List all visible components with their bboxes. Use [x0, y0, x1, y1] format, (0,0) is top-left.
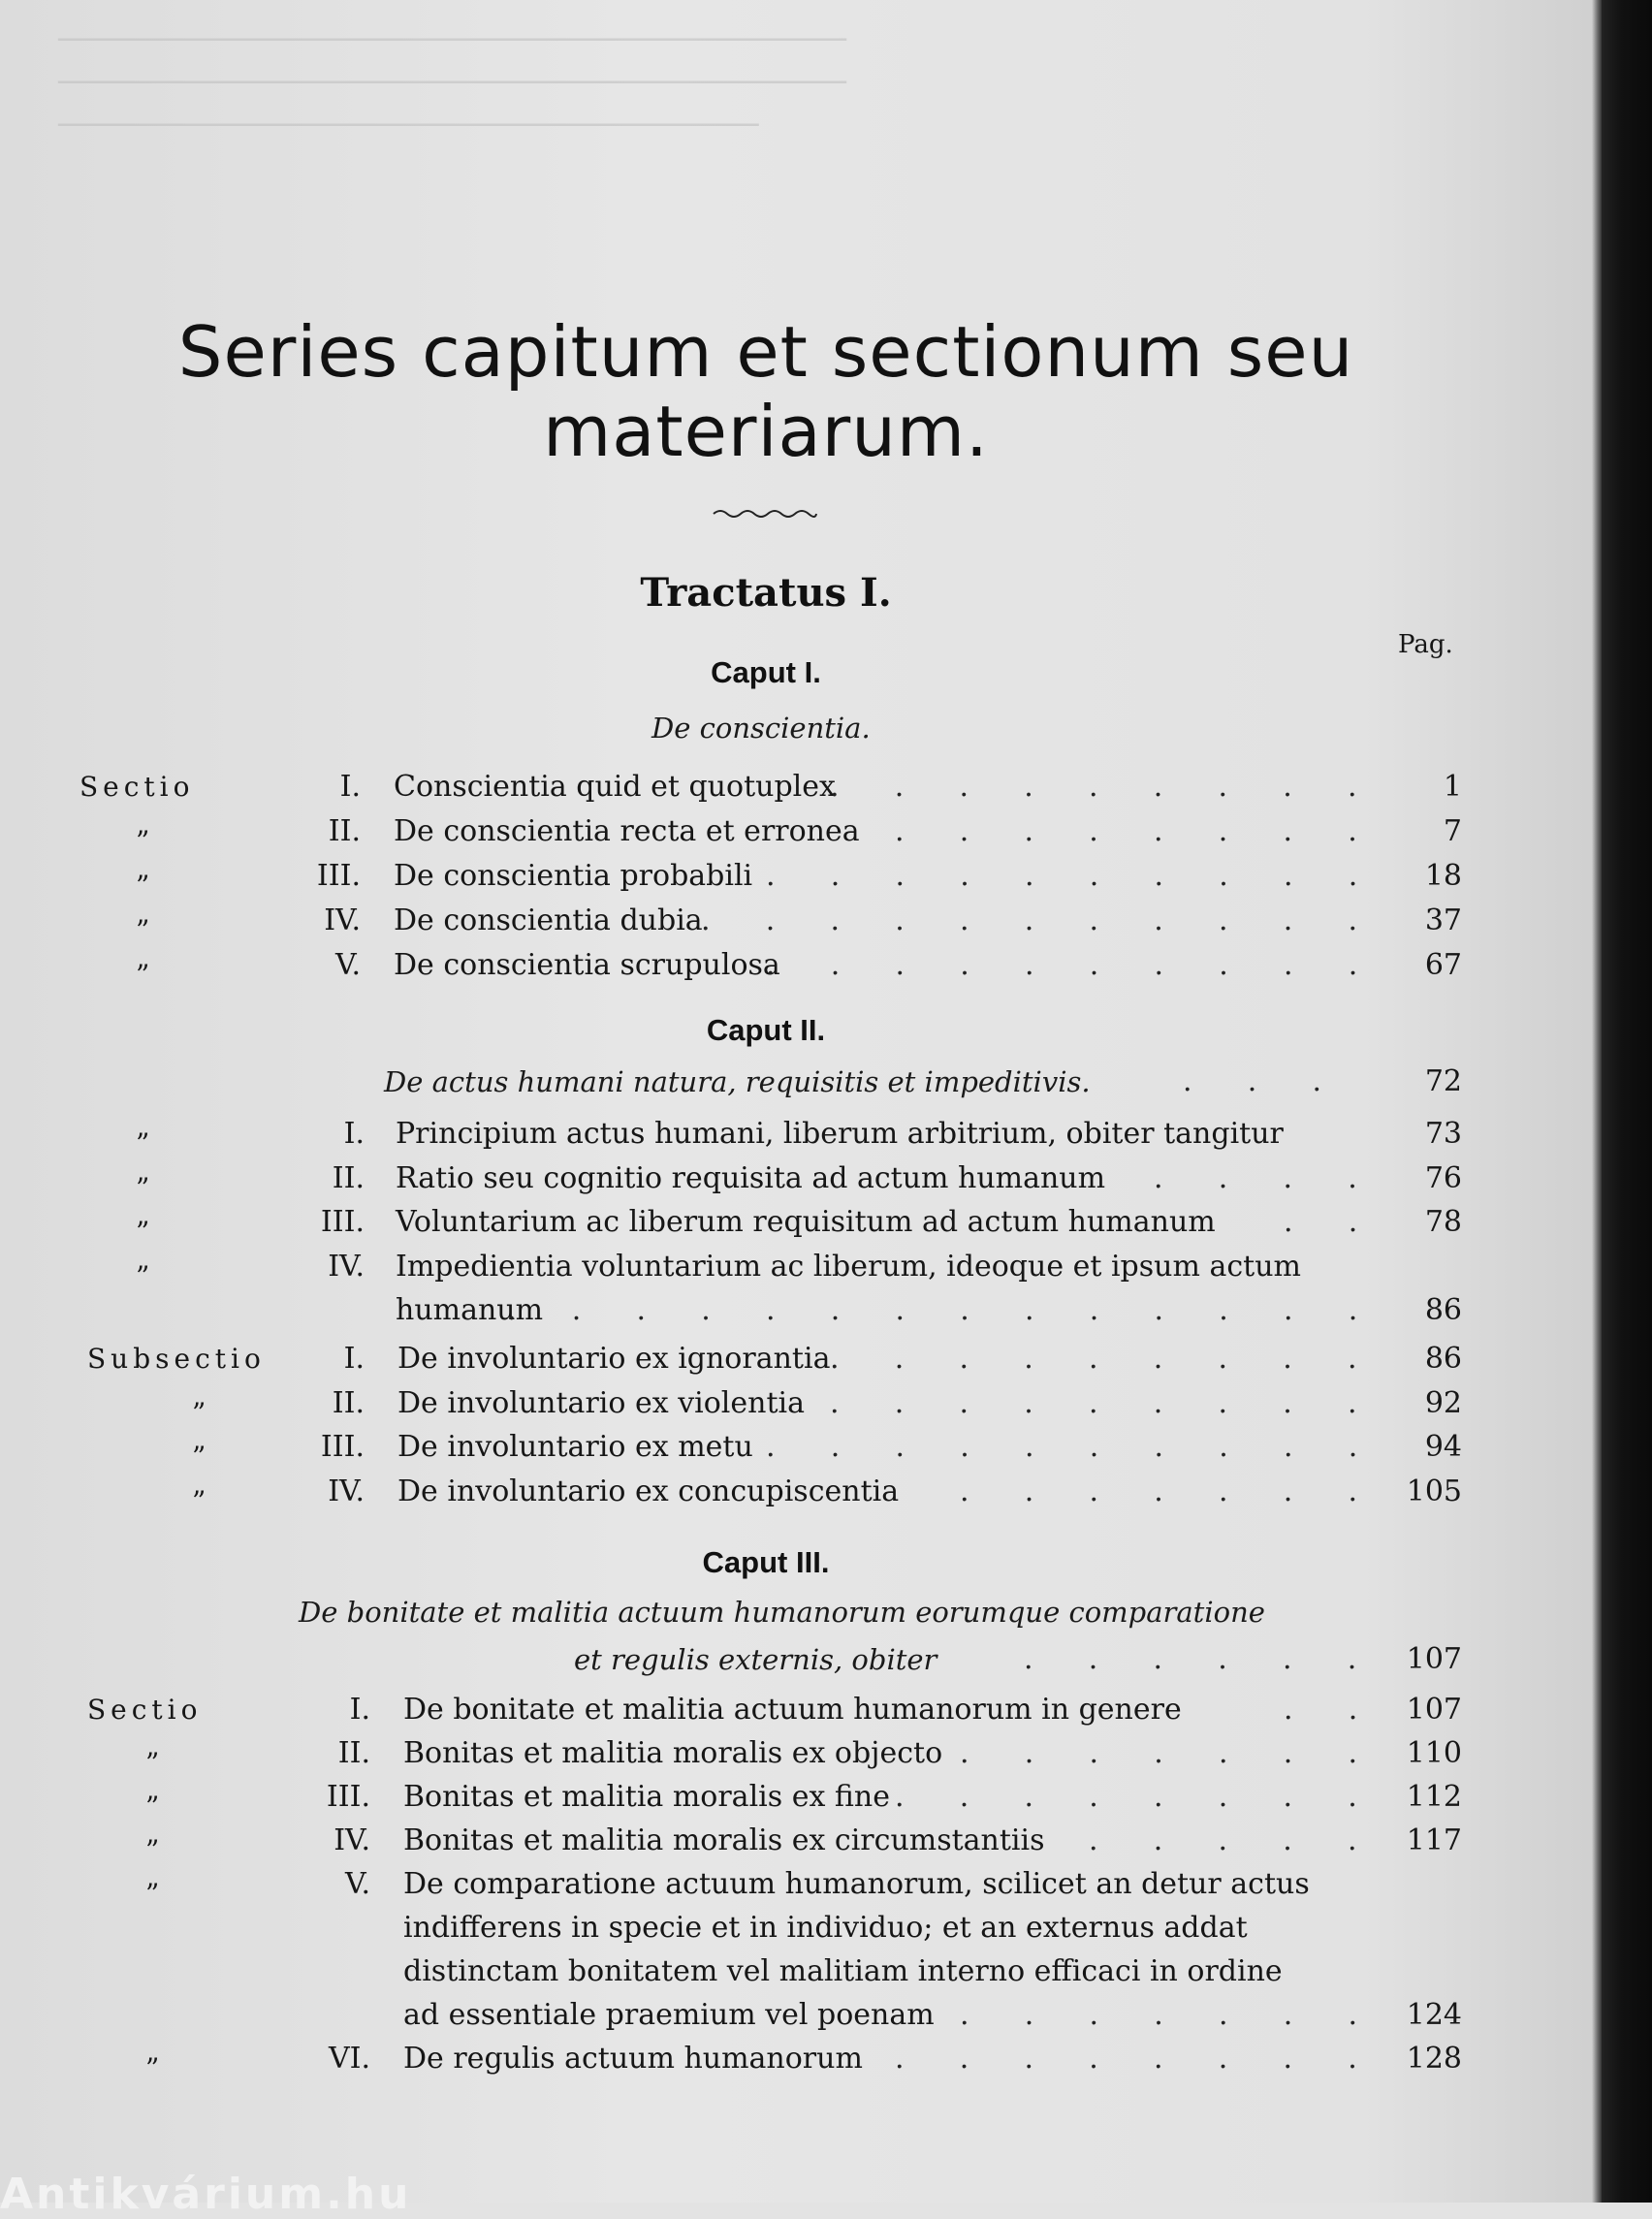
entry-title: humanum — [396, 1293, 544, 1327]
leader-dots: . . . . . . . . — [895, 814, 1357, 848]
roman-numeral: I. — [343, 1117, 365, 1151]
roman-numeral: I. — [349, 1693, 370, 1727]
leader-dots: . . . . . — [1089, 1823, 1357, 1857]
leader-dots: . . . . . . . . . . — [766, 859, 1358, 893]
ditto-mark: ” — [145, 1878, 160, 1910]
caput-3-heading: Caput III. — [702, 1545, 830, 1579]
entry-title: Voluntarium ac liberum requisitum ad actum humanum — [396, 1205, 1216, 1239]
toc-row — [0, 1471, 1551, 1517]
leader-dots: . . . . . . . . — [895, 1780, 1357, 1814]
toc-row — [0, 944, 1551, 991]
page-number: 18 — [1424, 859, 1462, 893]
caput-2-heading: Caput II. — [706, 1013, 826, 1047]
page-number: 7 — [1443, 814, 1462, 848]
roman-numeral: II. — [337, 1736, 370, 1770]
roman-numeral: III. — [320, 1430, 365, 1464]
toc-row — [0, 1863, 1551, 1910]
entry-title: De involuntario ex ignorantia — [397, 1342, 831, 1376]
entry-title: De regulis actuum humanorum — [403, 2042, 863, 2076]
entry-title: De conscientia dubia — [394, 903, 703, 937]
caput-1-subtitle: De conscientia. — [651, 712, 871, 745]
page-number: 94 — [1424, 1430, 1462, 1464]
entry-title: Conscientia quid et quotuplex — [394, 770, 836, 804]
section-label: Subsectio — [87, 1343, 266, 1375]
roman-numeral: IV. — [328, 1249, 365, 1284]
entry-title: De bonitate et malitia actuum humanorum in genere — [403, 1693, 1182, 1727]
page-title-line1: Series capitum et sectionum seu — [177, 311, 1354, 393]
leader-dots: . . . . . . . . . — [830, 770, 1357, 804]
page-number: 1 — [1443, 770, 1462, 804]
toc-row — [0, 1820, 1551, 1866]
entry-title: Bonitas et malitia moralis ex circumstantiis — [403, 1823, 1045, 1857]
toc-row — [0, 1382, 1551, 1429]
toc-row — [0, 1289, 1551, 1332]
page-number: 92 — [1424, 1385, 1462, 1420]
leader-dots: . . . . . . . — [960, 1998, 1358, 2032]
entry-title: De conscientia recta et erronea — [394, 814, 860, 848]
ditto-mark: ” — [145, 2052, 160, 2084]
entry-title: indifferens in specie et in individuo; et an externus addat — [403, 1911, 1248, 1945]
roman-numeral: II. — [328, 814, 361, 848]
toc-row — [0, 1950, 1551, 1993]
toc-row — [0, 766, 1551, 808]
section-label: Sectio — [87, 1694, 203, 1726]
ditto-mark: ” — [192, 1484, 206, 1517]
ditto-mark: ” — [192, 1441, 206, 1473]
ditto-mark: ” — [145, 1834, 160, 1866]
roman-numeral: VI. — [328, 2042, 370, 2076]
leader-dots: . . . . . . . . — [895, 2042, 1357, 2076]
entry-title: ad essentiale praemium vel poenam — [403, 1998, 935, 2032]
entry-title: Principium actus humani, liberum arbitrium, obiter tangitur — [396, 1117, 1284, 1151]
leader-dots: . . — [1284, 1205, 1358, 1239]
toc-row — [0, 1994, 1551, 2037]
watermark: Antikvárium.hu — [0, 2170, 412, 2219]
page-number: 73 — [1424, 1117, 1462, 1151]
ditto-mark: ” — [136, 1127, 150, 1159]
caput-1-heading: Caput I. — [711, 655, 821, 689]
ditto-mark: ” — [192, 1396, 206, 1429]
leader-dots: . . . . . . . . . . — [766, 1430, 1358, 1464]
toc-row — [0, 1201, 1551, 1248]
ditto-mark: ” — [136, 1216, 150, 1248]
bleed-through-text: ───────────────────────────────────────────── ───────────────────────────────────────────── ──────────────────────────────────────── — [58, 23, 846, 143]
page-number: 117 — [1406, 1823, 1462, 1857]
entry-title: Impedientia voluntarium ac liberum, ideoque et ipsum actum — [396, 1249, 1301, 1284]
entry-title: De comparatione actuum humanorum, scilicet an detur actus — [403, 1867, 1310, 1901]
leader-dots: . . . . . . . . . — [830, 1385, 1357, 1420]
page-number: 86 — [1424, 1293, 1462, 1327]
caput-2-subtitle: De actus humani natura, requisitis et impeditivis. — [384, 1065, 1091, 1098]
leader-dots: . . . . . . . . . . . — [701, 903, 1358, 937]
entry-title: distinctam bonitatem vel malitiam interno efficaci in ordine — [403, 1954, 1283, 1988]
toc-row — [0, 1689, 1551, 1731]
toc-row — [0, 1776, 1551, 1823]
leader-dots: . . . . — [1154, 1160, 1357, 1195]
roman-numeral: IV. — [324, 903, 361, 937]
leader-dots: . . . — [1183, 1064, 1322, 1098]
page-number: 76 — [1424, 1160, 1462, 1195]
roman-numeral: III. — [320, 1205, 365, 1239]
page-number: 107 — [1406, 1693, 1462, 1727]
flourish-ornament — [712, 506, 818, 522]
ditto-mark: ” — [136, 959, 150, 991]
page-number: 110 — [1406, 1736, 1462, 1770]
page-number: 105 — [1406, 1474, 1462, 1508]
toc-row — [0, 1907, 1551, 1950]
caput-3-subtitle-page: 107 — [1406, 1642, 1462, 1676]
roman-numeral: V. — [345, 1867, 370, 1901]
ditto-mark: ” — [136, 914, 150, 946]
book-spine — [1602, 0, 1652, 2203]
toc-row — [0, 1426, 1551, 1473]
ditto-mark: ” — [136, 1171, 150, 1204]
page-number: 124 — [1406, 1998, 1462, 2032]
entry-title: De conscientia scrupulosa — [394, 948, 780, 982]
section-label: Sectio — [79, 771, 195, 803]
roman-numeral: III. — [326, 1780, 370, 1814]
roman-numeral: II. — [332, 1160, 365, 1195]
caput-2-subtitle-row — [0, 1061, 1551, 1103]
toc-row — [0, 1732, 1551, 1779]
toc-row — [0, 855, 1551, 902]
toc-row — [0, 1157, 1551, 1204]
roman-numeral: I. — [343, 1342, 365, 1376]
page-number: 37 — [1424, 903, 1462, 937]
page-number: 112 — [1406, 1780, 1462, 1814]
caput-3-subtitle-row — [0, 1638, 1551, 1681]
entry-title: Bonitas et malitia moralis ex fine — [403, 1780, 890, 1814]
ditto-mark: ” — [145, 1791, 160, 1823]
roman-numeral: V. — [335, 948, 361, 982]
page-title-line2: materiarum. — [543, 391, 989, 472]
toc-row — [0, 1113, 1551, 1159]
entry-title: De involuntario ex violentia — [397, 1385, 805, 1420]
toc-row — [0, 810, 1551, 857]
pag-column-label: Pag. — [1398, 630, 1453, 659]
toc-row — [0, 1338, 1551, 1380]
entry-title: De involuntario ex metu — [397, 1430, 753, 1464]
ditto-mark: ” — [145, 1747, 160, 1779]
entry-title: De conscientia probabili — [394, 859, 753, 893]
page-number: 67 — [1424, 948, 1462, 982]
entry-title: De involuntario ex concupiscentia — [397, 1474, 900, 1508]
page-number: 78 — [1424, 1205, 1462, 1239]
toc-row — [0, 900, 1551, 946]
roman-numeral: I. — [339, 770, 361, 804]
leader-dots: . . . . . . . — [960, 1474, 1358, 1508]
roman-numeral: III. — [316, 859, 361, 893]
tractatus-heading: Tractatus I. — [640, 570, 892, 616]
leader-dots: . . . . . . — [1024, 1642, 1357, 1676]
roman-numeral: IV. — [334, 1823, 370, 1857]
entry-title: Ratio seu cognitio requisita ad actum humanum — [396, 1160, 1106, 1195]
leader-dots: . . . . . . . . . — [830, 1342, 1357, 1376]
leader-dots: . . . . . . . . . . — [766, 948, 1358, 982]
roman-numeral: IV. — [328, 1474, 365, 1508]
caput-2-subtitle-page: 72 — [1424, 1064, 1462, 1098]
entry-title: Bonitas et malitia moralis ex objecto — [403, 1736, 943, 1770]
roman-numeral: II. — [332, 1385, 365, 1420]
leader-dots: . . — [1284, 1693, 1358, 1727]
page-number: 128 — [1406, 2042, 1462, 2076]
leader-dots: . . . . . . . . . . . . . . — [507, 1293, 1358, 1327]
ditto-mark: ” — [136, 870, 150, 902]
caput-3-subtitle-line1: De bonitate et malitia actuum humanorum eorumque comparatione — [299, 1596, 1265, 1629]
toc-row — [0, 2038, 1551, 2084]
page-number: 86 — [1424, 1342, 1462, 1376]
toc-row — [0, 1246, 1551, 1292]
leader-dots: . . . . . . . — [960, 1736, 1358, 1770]
ditto-mark: ” — [136, 825, 150, 857]
caput-3-subtitle-line2: et regulis externis, obiter — [574, 1643, 937, 1676]
ditto-mark: ” — [136, 1259, 150, 1292]
